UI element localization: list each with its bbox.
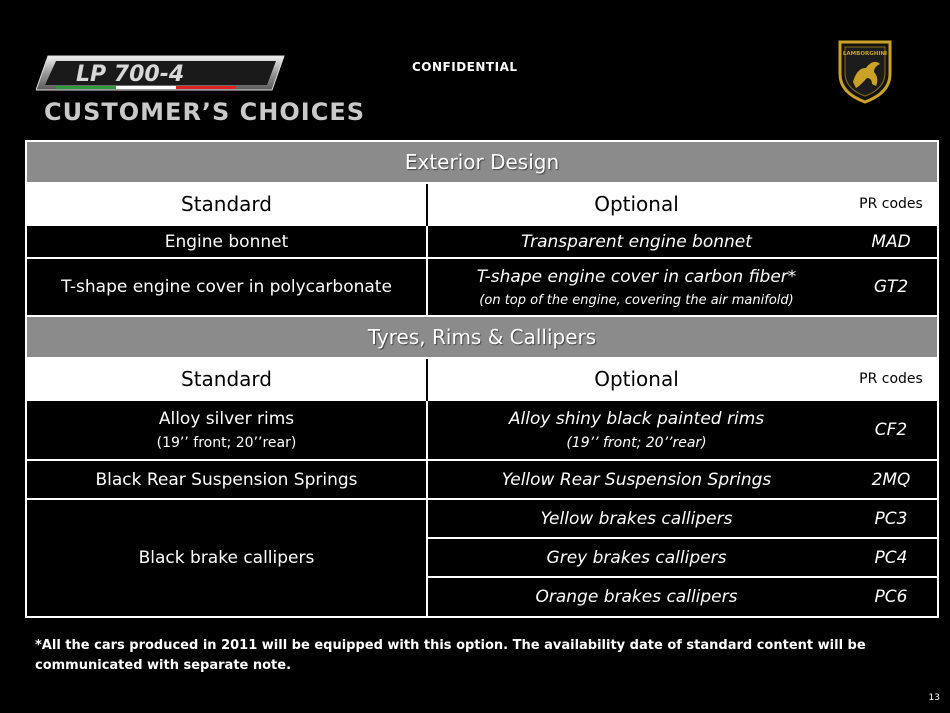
table-row xyxy=(27,225,937,258)
standard-note: (19’’ front; 20’’rear) xyxy=(156,435,297,451)
standard-cell xyxy=(27,400,427,460)
table-row xyxy=(27,400,937,460)
header-optional: Optional xyxy=(427,183,845,225)
table-header-row xyxy=(27,358,937,400)
footnote: *All the cars produced in 2011 will be equipped with this option. The availability date of standard content will be communicated with separate note. xyxy=(35,638,866,673)
customer-choices-table xyxy=(25,140,939,618)
optional-note: (19’’ front; 20’’rear) xyxy=(566,435,707,451)
pr-code-cell: PC3 xyxy=(845,499,937,538)
header-pr-codes: PR codes xyxy=(845,358,937,400)
pr-code-cell: PC6 xyxy=(845,577,937,616)
lp700-4-logo-graphic xyxy=(36,52,288,94)
header-optional: Optional xyxy=(427,358,845,400)
header-standard: Standard xyxy=(27,183,427,225)
pr-code-cell: CF2 xyxy=(845,400,937,460)
table-header-row xyxy=(27,183,937,225)
badge-text: LAMBORGHINI xyxy=(842,51,888,57)
page-title: CUSTOMER’S CHOICES xyxy=(44,98,365,126)
logo-text: LP 700-4 xyxy=(76,62,185,87)
table-row xyxy=(27,258,937,316)
header-standard: Standard xyxy=(27,358,427,400)
optional-text: T-shape engine cover in carbon fiber* xyxy=(476,266,797,287)
optional-cell xyxy=(427,258,845,316)
optional-text: Alloy shiny black painted rims xyxy=(508,409,765,429)
lp700-4-logo xyxy=(36,52,288,94)
standard-cell: Black brake callipers xyxy=(27,499,427,616)
pr-code-cell: 2MQ xyxy=(845,460,937,499)
optional-cell: Yellow Rear Suspension Springs xyxy=(427,460,845,499)
standard-text: Alloy silver rims xyxy=(158,409,295,429)
section-title: Exterior Design xyxy=(27,142,937,183)
standard-cell: T-shape engine cover in polycarbonate xyxy=(27,258,427,316)
standard-cell: Black Rear Suspension Springs xyxy=(27,460,427,499)
confidential-label: CONFIDENTIAL xyxy=(412,60,518,74)
standard-cell: Engine bonnet xyxy=(27,225,427,258)
page-number: 13 xyxy=(928,693,940,703)
bull-shield-icon xyxy=(836,38,894,104)
header-pr-codes: PR codes xyxy=(845,183,937,225)
pr-code-cell: GT2 xyxy=(845,258,937,316)
optional-cell: Grey brakes callipers xyxy=(427,538,845,577)
optional-cell: Yellow brakes callipers xyxy=(427,499,845,538)
optional-cell xyxy=(427,400,845,460)
table-row xyxy=(27,499,937,538)
table-row xyxy=(27,460,937,499)
pr-code-cell: MAD xyxy=(845,225,937,258)
section-title: Tyres, Rims & Callipers xyxy=(27,316,937,358)
lamborghini-bull-badge xyxy=(836,38,894,104)
optional-note: (on top of the engine, covering the air manifold) xyxy=(479,292,794,308)
optional-cell: Transparent engine bonnet xyxy=(427,225,845,258)
section-tyres-rims-callipers xyxy=(27,316,937,358)
optional-cell: Orange brakes callipers xyxy=(427,577,845,616)
section-exterior-design xyxy=(27,142,937,183)
pr-code-cell: PC4 xyxy=(845,538,937,577)
